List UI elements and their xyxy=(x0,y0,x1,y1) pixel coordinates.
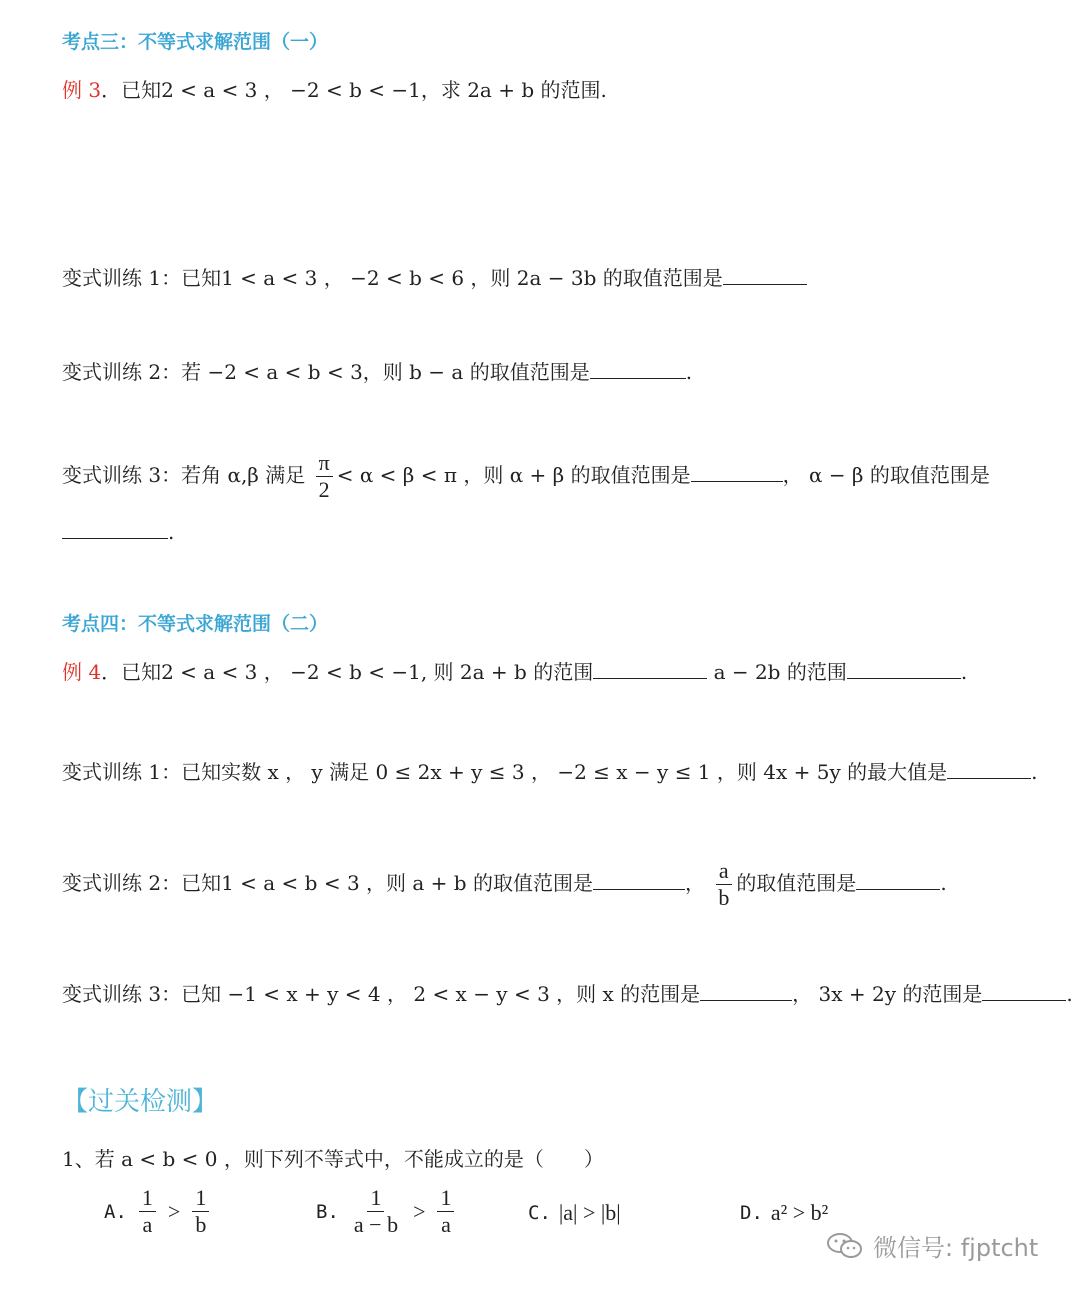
fraction xyxy=(715,858,732,911)
example-3 xyxy=(62,76,607,104)
drill-tail: . xyxy=(685,360,693,384)
choice-label: A. xyxy=(104,1200,127,1223)
drill-tail: . xyxy=(940,871,947,895)
example-label: 例 4 xyxy=(62,660,102,684)
drill-3-2 xyxy=(62,358,692,386)
drill-4-1 xyxy=(62,758,1037,786)
fraction-numerator: π xyxy=(316,450,333,477)
fraction xyxy=(139,1185,156,1238)
drill-text: 变式训练 1：已知实数 x ， y 满足 0 ≤ 2x + y ≤ 3 ， −2 ≤ x − y ≤ 1 ，则 4x + 5y 的最大值是 xyxy=(62,760,948,784)
fraction-denominator: 2 xyxy=(318,477,330,502)
example-label: 例 3 xyxy=(62,78,102,102)
fraction-denominator: b xyxy=(195,1212,207,1237)
drill-3-3 xyxy=(62,448,990,503)
fraction xyxy=(316,450,333,503)
drill-4-3 xyxy=(62,980,1073,1008)
relation: > xyxy=(167,1198,181,1224)
answer-blank[interactable] xyxy=(593,660,707,679)
example-4 xyxy=(62,658,967,686)
example-text: ．已知2 < a < 3 ， −2 < b < −1, 则 2a + b 的范围 xyxy=(101,660,594,684)
drill-3-1 xyxy=(62,264,807,292)
choice-label: C. xyxy=(528,1202,551,1224)
drill-text: 变式训练 2：若 −2 < a < b < 3，则 b − a 的取值范围是 xyxy=(62,360,590,384)
checkpoint-heading: 【过关检测】 xyxy=(62,1087,219,1117)
wechat-icon xyxy=(825,1231,865,1261)
fraction-numerator: 1 xyxy=(139,1185,156,1212)
drill-text: ， 3x + 2y 的范围是 xyxy=(792,982,983,1006)
watermark xyxy=(825,1228,1038,1263)
fraction-denominator: a xyxy=(142,1212,153,1237)
drill-text: 的取值范围是 xyxy=(736,871,857,895)
example-text: a − 2b 的范围 xyxy=(713,660,847,684)
answer-blank[interactable] xyxy=(847,660,961,679)
choice-a[interactable] xyxy=(104,1185,213,1238)
watermark-text: 微信号: fjptcht xyxy=(873,1234,1039,1262)
answer-blank[interactable] xyxy=(700,982,792,1001)
answer-blank[interactable] xyxy=(590,360,686,379)
choice-b[interactable] xyxy=(316,1185,458,1238)
answer-blank[interactable] xyxy=(62,520,168,539)
fraction-numerator: 1 xyxy=(367,1185,384,1212)
choice-d[interactable] xyxy=(740,1200,828,1226)
answer-blank[interactable] xyxy=(947,760,1031,779)
drill-3-3-cont xyxy=(62,518,174,546)
fraction-denominator: b xyxy=(718,885,730,910)
relation: > xyxy=(413,1198,426,1224)
choice-expression: |a| > |b| xyxy=(558,1200,621,1225)
drill-text: ， α − β 的取值范围是 xyxy=(782,463,990,487)
answer-blank[interactable] xyxy=(856,871,940,890)
drill-text: 变式训练 1：已知1 < a < 3 ， −2 < b < 6 ，则 2a − 3b 的取值范围是 xyxy=(62,266,723,290)
fraction-denominator: a xyxy=(441,1212,451,1237)
fraction xyxy=(192,1185,209,1238)
drill-4-2 xyxy=(62,856,947,911)
example-tail: . xyxy=(960,660,968,684)
drill-text: < α < β < π ，则 α + β 的取值范围是 xyxy=(336,463,691,487)
section-heading-3: 考点三：不等式求解范围（一） xyxy=(62,31,329,53)
drill-tail: . xyxy=(1031,760,1038,784)
section-heading-4: 考点四：不等式求解范围（二） xyxy=(62,613,329,635)
fraction xyxy=(351,1185,401,1238)
fraction xyxy=(437,1185,454,1238)
question-1-stem: 1、若 a < b < 0 ，则下列不等式中，不能成立的是（ ） xyxy=(62,1147,604,1171)
fraction-numerator: 1 xyxy=(192,1185,209,1212)
answer-blank[interactable] xyxy=(982,982,1066,1001)
drill-text: 变式训练 3：已知 −1 < x + y < 4 ， 2 < x − y < 3 ，则 x 的范围是 xyxy=(62,982,701,1006)
choice-label: D. xyxy=(740,1202,763,1224)
answer-blank[interactable] xyxy=(723,266,807,285)
choice-c[interactable] xyxy=(528,1200,621,1226)
choice-expression: a² > b² xyxy=(770,1200,829,1225)
drill-text: ， xyxy=(684,871,705,895)
drill-text: 变式训练 2：已知1 < a < b < 3 ，则 a + b 的取值范围是 xyxy=(62,871,593,895)
drill-text: 变式训练 3：若角 α,β 满足 xyxy=(62,463,306,487)
example-text: ．已知2 < a < 3 ， −2 < b < −1，求 2a + b 的范围. xyxy=(101,78,607,102)
drill-tail: . xyxy=(168,520,175,544)
answer-blank[interactable] xyxy=(691,463,783,482)
choice-label: B. xyxy=(316,1200,339,1223)
fraction-numerator: 1 xyxy=(437,1185,454,1212)
fraction-numerator: a xyxy=(716,858,732,885)
fraction-denominator: a − b xyxy=(353,1212,399,1237)
answer-blank[interactable] xyxy=(593,871,685,890)
drill-tail: . xyxy=(1066,982,1073,1006)
